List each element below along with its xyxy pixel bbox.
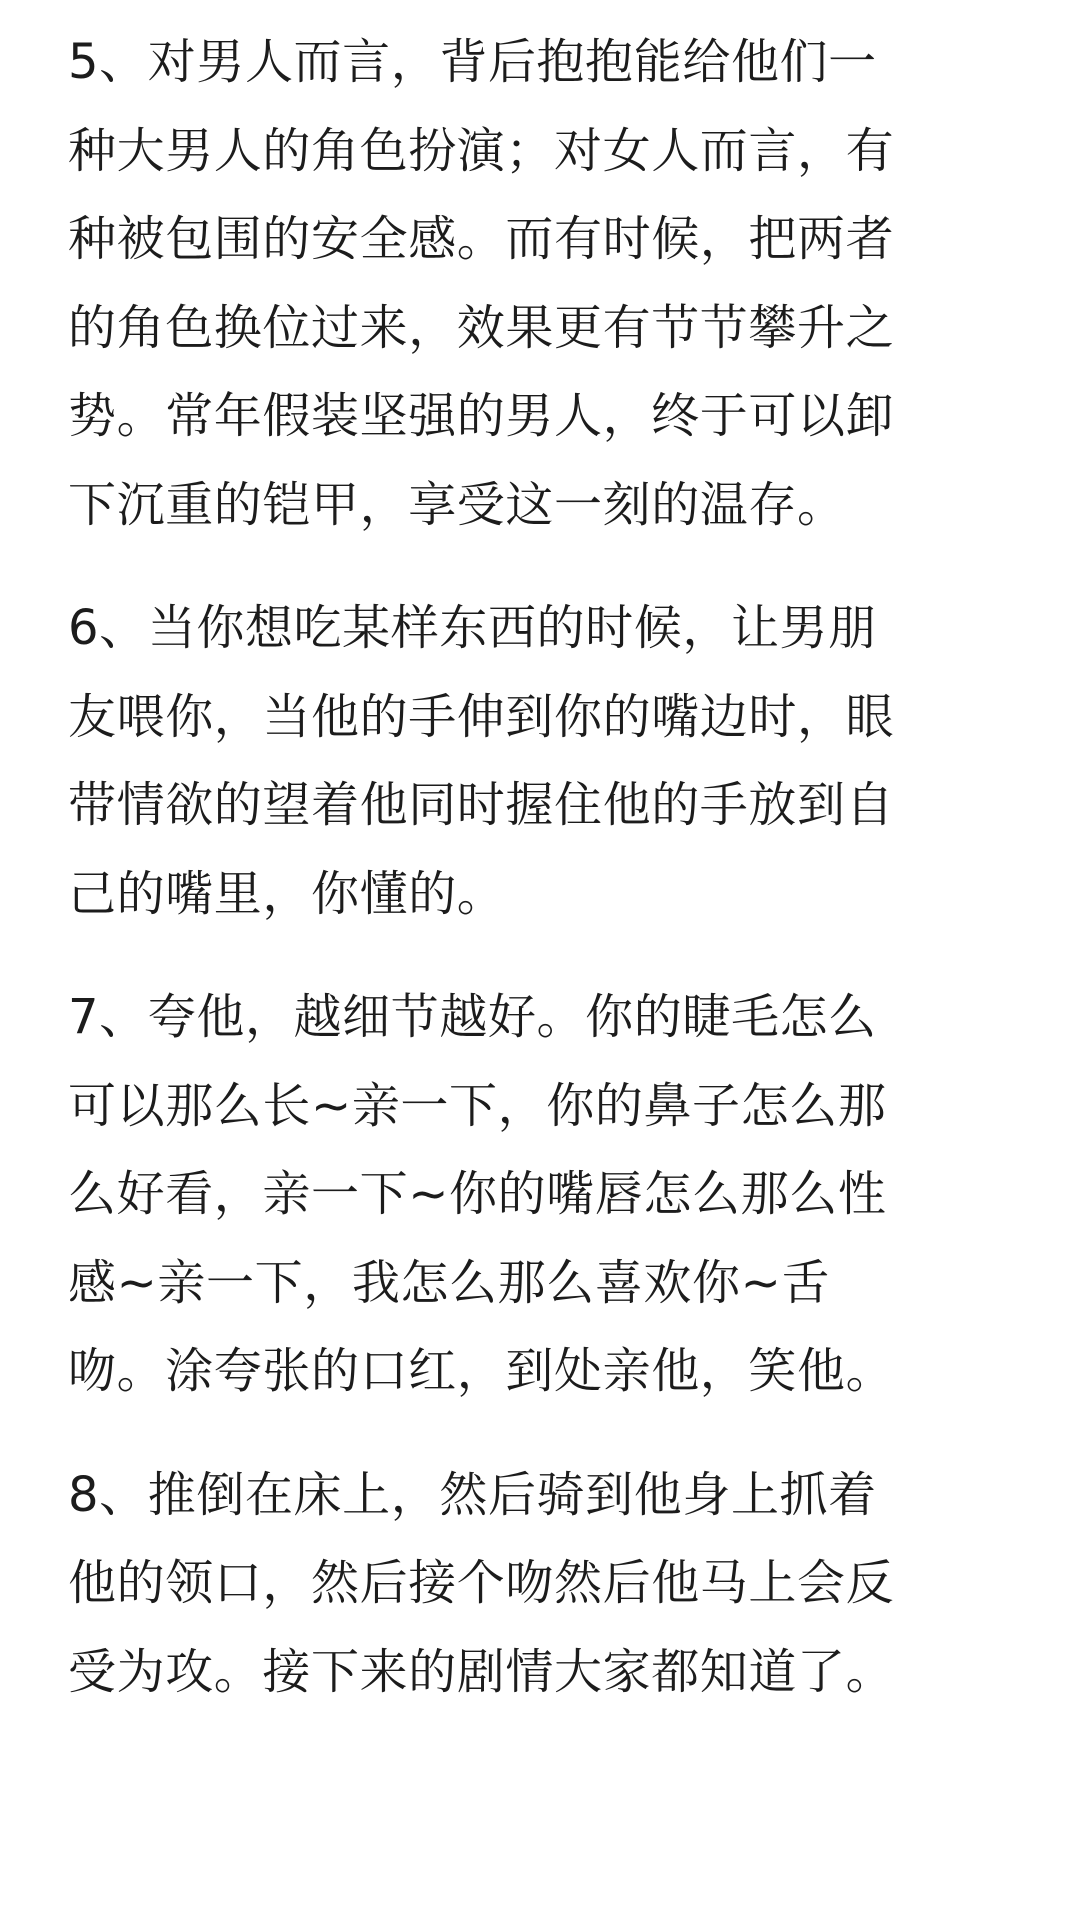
article-body: [68, 18, 1028, 1751]
text-line: 6、当你想吃某样东西的时候，让男朋: [68, 600, 877, 656]
text-line: 5、对男人而言，背后抱抱能给他们一: [68, 34, 877, 90]
paragraph-7: [68, 973, 1028, 1416]
text-line: 下沉重的铠甲，享受这一刻的温存。: [68, 476, 846, 533]
text-line: 他的领口，然后接个吻然后他马上会反: [68, 1555, 895, 1611]
text-line: 7、夸他，越细节越好。你的睫毛怎么: [68, 989, 877, 1045]
paragraph-8: [68, 1451, 1028, 1717]
text-line: 势。常年假装坚强的男人，终于可以卸: [68, 388, 895, 444]
text-line: 种大男人的角色扮演；对女人而言，有: [68, 122, 895, 179]
text-line: 种被包围的安全感。而有时候，把两者: [68, 211, 895, 267]
text-line: 己的嘴里，你懂的。: [68, 865, 506, 922]
text-line: 么好看，亲一下~你的嘴唇怎么那么性: [68, 1166, 887, 1222]
text-line: 带情欲的望着他同时握住他的手放到自: [68, 777, 895, 833]
paragraph-5: [68, 18, 1028, 549]
text-line: 感~亲一下，我怎么那么喜欢你~舌: [68, 1254, 831, 1311]
text-line: 受为攻。接下来的剧情大家都知道了。: [68, 1643, 895, 1700]
paragraph-6: [68, 584, 1028, 938]
text-line: 的角色换位过来，效果更有节节攀升之: [68, 299, 895, 356]
text-line: 友喂你，当他的手伸到你的嘴边时，眼: [68, 688, 895, 745]
text-line: 吻。涂夸张的口红，到处亲他，笑他。: [68, 1343, 895, 1399]
text-line: 可以那么长~亲一下，你的鼻子怎么那: [68, 1077, 887, 1134]
text-line: 8、推倒在床上，然后骑到他身上抓着: [68, 1466, 877, 1523]
